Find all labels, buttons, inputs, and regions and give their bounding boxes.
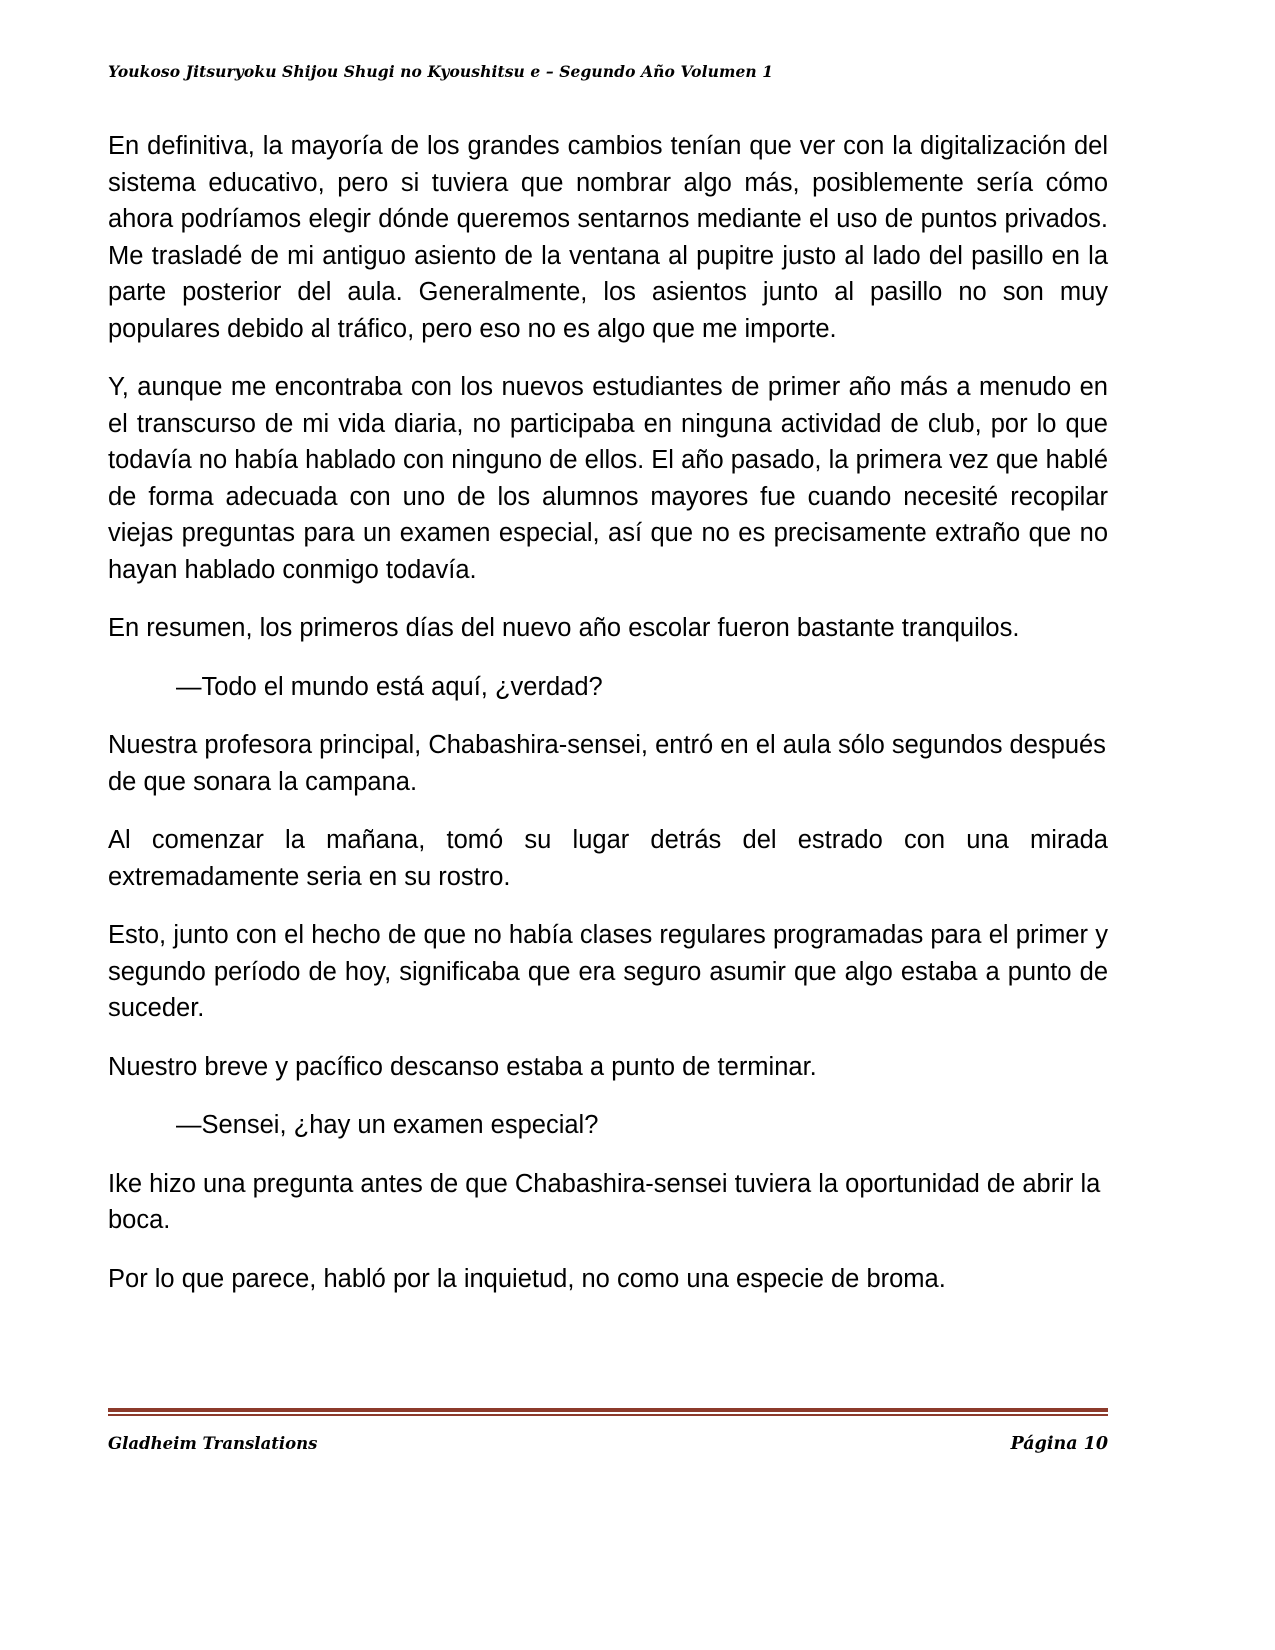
- footer-credit: Gladheim Translations: [108, 1434, 318, 1453]
- dialogue-line: —Sensei, ¿hay un examen especial?: [176, 1111, 599, 1139]
- paragraph: Nuestro breve y pacífico descanso estaba a punto de terminar.: [108, 1052, 817, 1081]
- document-body: [108, 128, 1108, 1319]
- paragraph: En definitiva, la mayoría de los grandes cambios tenían que ver con la digitalización del sistema educativo, pero si tuviera que nombrar algo más, posiblemente sería cómo ahora podríamos elegir dónde queremos sentarnos mediante el uso de puntos privados. Me trasladé de mi antiguo asiento de la ventana al pupitre justo al lado del pasillo en la parte posterior del aula. Generalmente, los asientos junto al pasillo no son muy populares debido al tráfico, pero eso no es algo que me importe.: [108, 132, 1108, 343]
- paragraph: Al comenzar la mañana, tomó su lugar detrás del estrado con una mirada extremadamente seria en su rostro.: [108, 826, 1108, 891]
- header-title: Youkoso Jitsuryoku Shijou Shugi no Kyoushitsu e – Segundo Año Volumen 1: [108, 62, 774, 81]
- page-footer: [108, 1408, 1108, 1454]
- paragraph: Y, aunque me encontraba con los nuevos estudiantes de primer año más a menudo en el transcurso de mi vida diaria, no participaba en ninguna actividad de club, por lo que todavía no había hablado con ninguno de ellos. El año pasado, la primera vez que hablé de forma adecuada con uno de los alumnos mayores fue cuando necesité recopilar viejas preguntas para un examen especial, así que no es precisamente extraño que no hayan hablado conmigo todavía.: [108, 373, 1108, 584]
- footer-divider-thin: [108, 1414, 1108, 1416]
- dialogue-line: —Todo el mundo está aquí, ¿verdad?: [176, 672, 603, 701]
- footer-divider-thick: [108, 1408, 1108, 1412]
- paragraph: Por lo que parece, habló por la inquietud, no como una especie de broma.: [108, 1264, 946, 1293]
- page-number: Página 10: [1010, 1434, 1108, 1454]
- paragraph: Ike hizo una pregunta antes de que Chabashira-sensei tuviera la oportunidad de abrir la boca.: [108, 1169, 1101, 1234]
- page-header: [108, 62, 1108, 87]
- paragraph: Esto, junto con el hecho de que no había clases regulares programadas para el primer y segundo período de hoy, significaba que era seguro asumir que algo estaba a punto de suceder.: [108, 921, 1108, 1022]
- paragraph: En resumen, los primeros días del nuevo año escolar fueron bastante tranquilos.: [108, 614, 1020, 642]
- paragraph: Nuestra profesora principal, Chabashira-sensei, entró en el aula sólo segundos después de que sonara la campana.: [108, 731, 1106, 796]
- footer-row: [108, 1434, 1108, 1454]
